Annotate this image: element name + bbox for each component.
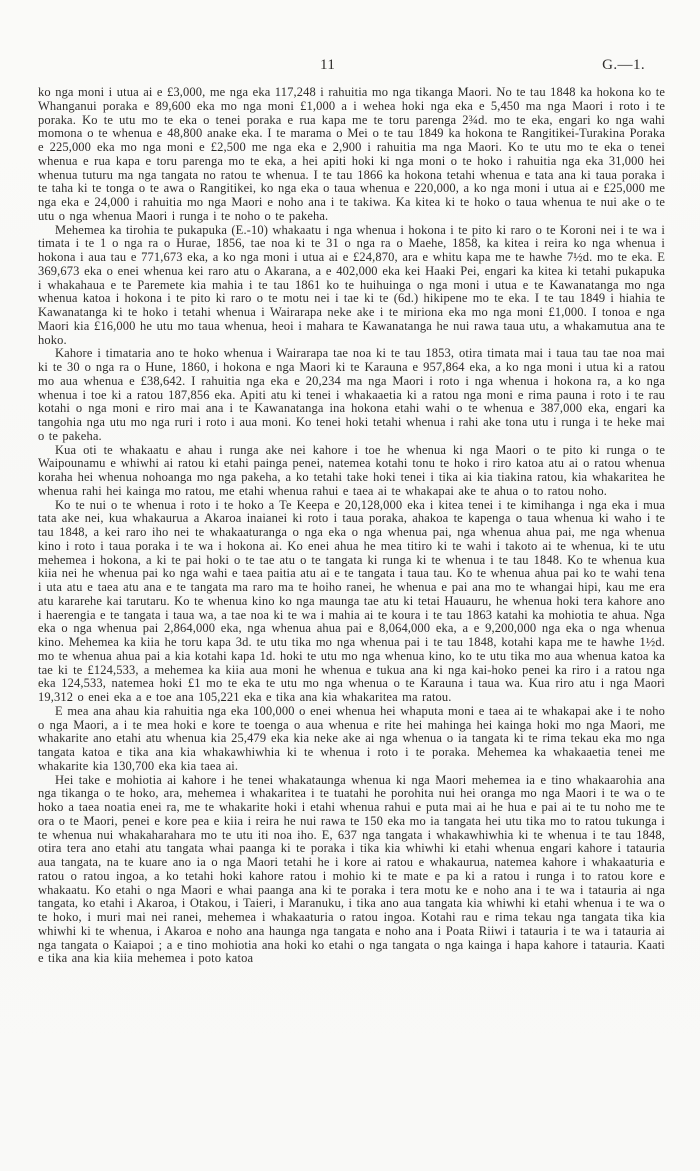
paragraph-3: Kahore i timataria ano te hoko whenua i Wairarapa tae noa ki te tau 1853, otira timata mai i taua tau tae noa mai ki te 30 o nga ra o Hune, 1860, i hokona e nga Maori ki te Karauna e 957,864 eka, a ko nga moni i utua ki a ratou mo aua whenua e £38,642. I rahuitia nga eka e 20,234 ma nga Maori i roto i nga whenua i hokona ra, a ko nga whenua i toe ki a ratou 187,856 eka. Apiti atu ki tenei i whakaaetia ki a ratou nga moni e rima pauna i roto i te rau kotahi o nga moni e riro mai ana i te Kawanatanga ina hokona etahi wahi o te whenua e 387,000 eka, engari ka tangohia nga utu mo nga ruri i roto i aua moni. Ko tenei hoki tetahi whenua i rahi ake tona utu i runga i te heke mai o te pakeha. [38,346,665,443]
paragraph-6: E mea ana ahau kia rahuitia nga eka 100,000 o enei whenua hei whaputa moni e taea ai te whakapai ake i te noho o nga Maori, a i te mea hoki e kore te toenga o aua whenua e rite hei mahinga hei kainga hoki mo nga Maori, me whakarite ano etahi atu whenua kia 25,479 eka kia neke ake ai nga whenua o ia tangata ki te rima tekau eka mo nga tangata katoa e tika ana kia whakawhiwhia ki te whenua i roto i te poraka. Mehemea ka whakaaetia tenei me whakarite kia 130,700 eka kia taea ai. [38,703,665,773]
paragraph-4: Kua oti te whakaatu e ahau i runga ake nei kahore i toe he whenua ki nga Maori o te pito ki runga o te Waipounamu e whiwhi ai ratou ki etahi painga penei, natemea kotahi tonu te hoko i riro katoa atu ai o ratou whenua koraha hei whenua nohoanga mo nga pakeha, a ko tetahi take hoki tenei i tika ai kia tiakina ratou, kia whakaritea he whenua rahi hei kainga mo ratou, me etahi whenua rahui e taea ai te whakapai ake te ahua o to ratou noho. [38,442,665,498]
paragraph-1: ko nga moni i utua ai e £3,000, me nga eka 117,248 i rahuitia mo nga tikanga Maori. No te tau 1848 ka hokona ko te Whanganui poraka e 89,600 eka mo nga moni £1,000 a i wehea hoki nga eka e 5,450 ma nga Maori i roto i te poraka. Ko te utu mo te eka o tenei poraka e rua kapa me te toru parenga 2¾d. mo te eka, engari ko nga wahi momona o te whenua e 48,800 anake eka. I te marama o Mei o te tau 1849 ka hokona te Rangitikei-Turakina Poraka e 225,000 eka mo nga moni e £2,500 me nga eka e 2,900 i rahuitia ma nga Maori. Ko te utu mo te eka o tenei whenua e rua kapa e toru parenga mo te eka, a hei apiti hoki ki nga moni o te hoko i rahuitia nga eka 31,000 hei whenua tuturu ma nga tangata no ratou te whenua. I te tau 1866 ka hokona tetahi whenua e tata ana ki taua poraka i te taha ki te tonga o te awa o Rangitikei, ko nga eka o taua whenua e 220,000, a ko nga moni i utua ai e £25,000 me nga eka e 24,000 i rahuitia mo nga Maori e noho ana i te takiwa. Ka kitea ki te hoko o taua whenua te nui ake o te utu o nga whenua Maori i runga i te noho o te pakeha. [38,85,665,223]
page-header [38,57,663,75]
paragraph-5: Ko te nui o te whenua i roto i te hoko a Te Keepa e 20,128,000 eka i kitea tenei i te kimihanga i nga eka i mua tata ake nei, kua whakaurua a Akaroa inaianei ki roto i taua poraka, ahakoa te kapenga o taua whenua ki waho i te tau 1848, a kei raro iho nei te whakaaturanga o nga eka o nga whenua pai, nga whenua ahua pai, me nga whenua kino i roto i taua poraka i te wa i hokona ai. Ko enei ahua he mea titiro ki te wahi i takoto ai te whenua, ki te utu mehemea i hokona, a ki te pai hoki o te tae atu o te tangata ki runga ki te whenua i te tau 1848. Ko te whenua kua kiia nei he whenua pai ko nga wahi e taea paitia atu ai e te tangata i taua tau. Ko te whenua ahua pai ko te wahi tena i uta atu e taea atu ana e te tangata ma raro ma te hoiho ranei, he whenua e pai ana mo te whangai hipi, kau me era atu kararehe kai tarutaru. Ko te whenua kino ko nga maunga tae atu ki tetai Hauauru, he whenua hoki tera kahore ano i haerengia e te tangata i taua wa, a tae noa ki te wa i mahia ai te koura i te tau 1863 katahi ka mohiotia te ahua. Nga eka o nga whenua pai 2,864,000 eka, nga whenua ahua pai e 8,064,000 eka, a e 9,200,000 nga eka o nga whenua kino. Mehemea ka kiia he toru kapa 3d. te utu tika mo nga whenua pai i te tau 1848, kotahi kapa me te hawhe 1½d. mo te whenua ahua pai a kia kotahi kapa 1d. hoki te utu mo nga whenua kino, ko te utu tika mo aua whenua katoa ka tae ki te £124,533, a mehemea ka kiia aua moni he whenua e tukua ana ki nga kai-hoko penei ka riro i a ratou nga eka 124,533, natemea hoki £1 mo te eka te utu mo nga whenua o te Karauna i taua wa. Kua riro atu i nga Maori 19,312 o enei eka a e toe ana 105,221 eka e tika ana kia whakaritea ma ratou. [38,497,665,704]
document-code: G.—1. [602,57,645,73]
paragraph-7: Hei take e mohiotia ai kahore i he tenei whakataunga whenua ki nga Maori mehemea ia e tino whakaarohia ana nga tikanga o te hoko, ara, mehemea i whakaritea i te tuatahi he porohita nui hei oranga mo nga Maori i te wa o te hoko a taea noatia enei ra, me te whakarite hoki i etahi whenua rahui e puta mai ai he hua e pai ai te tu noho me te ora o te Maori, penei e kore pea e kiia i reira he nui rawa te 150 eka mo ia tangata hei utu tika mo to ratou tukunga i te whenua nui whakaharahara mo te utu iti noa iho. E, 637 nga tangata i whakawhiwhia ki te whenua i te tau 1848, otira tera ano etahi atu tangata whai paanga ki te poraka i tika kia whiwhi ki etahi whenua engari kahore i tatauria aua tangata, na te kuare ano ia o nga Maori tetahi he i kore ai ratou e whakaurua, natemea kahore i whakaaturia e ratou o ratou ingoa, a ko tetahi hoki kahore ratou i mohio ki te mate e pa ki a ratou i runga i to ratou kore e whakaatu. Ko etahi o nga Maori e whai paanga ana ki te poraka i tera motu ke e noho ana i te wa i tatauria ai nga tangata, ko etahi i Akaroa, i Otakou, i Taieri, i Maranuku, i tika ano aua tangata kia whiwhi ki etahi whenua i te wa o te hoko, i muri mai nei ranei, mehemea i whakaaturia o ratou ingoa. Kotahi rau e rima tekau nga tangata tika kia whiwhi ki te whenua, i Akaroa e noho ana haunga nga tangata e noho ana i Poata Riiwi i tatauria i te wa i tatauria ai nga tangata o Kaiapoi ; a e tino mohiotia ana hoki ko etahi o nga tangata o nga kainga i hapa kahore i tatauria. Kaati e tika ana kia kiia mehemea i poto katoa [38,772,665,966]
paragraph-2: Mehemea ka tirohia te pukapuka (E.-10) whakaatu i nga whenua i hokona i te pito ki raro o te Koroni nei i te wa i timata i te 1 o nga ra o Hurae, 1856, tae noa ki te 31 o nga ra o Maehe, 1858, ka kitea i reira ko nga whenua i hokona i aua tau e 771,673 eka, a ko nga moni i utua ai e £24,870, ara e whitu kapa me te hawhe 7½d. mo te eka. E 369,673 eka o enei whenua kei raro atu o Akarana, a e 402,000 eka kei Haaki Pei, engari ka kitea ki tetahi pukapuka i whakahaua e te Paremete kia mahia i te tau 1861 ko te huihuinga o nga moni i utua e te Kawanatanga mo nga whenua katoa i hokona i te pito ki raro o te motu nei i tae ki te (6d.) hikipene mo te eka. I te tau 1849 i hiahia te Kawanatanga ki te hoko i tetahi whenua i Wairarapa neke ake i te miriona eka mo nga moni £1,000. I tonoa e nga Maori kia £16,000 he utu mo taua whenua, heoi i mahara te Kawanatanga he nui rawa taua utu, a whakamutua ana te hoko. [38,222,665,347]
document-body [38,86,665,966]
page-number: 11 [320,57,336,73]
